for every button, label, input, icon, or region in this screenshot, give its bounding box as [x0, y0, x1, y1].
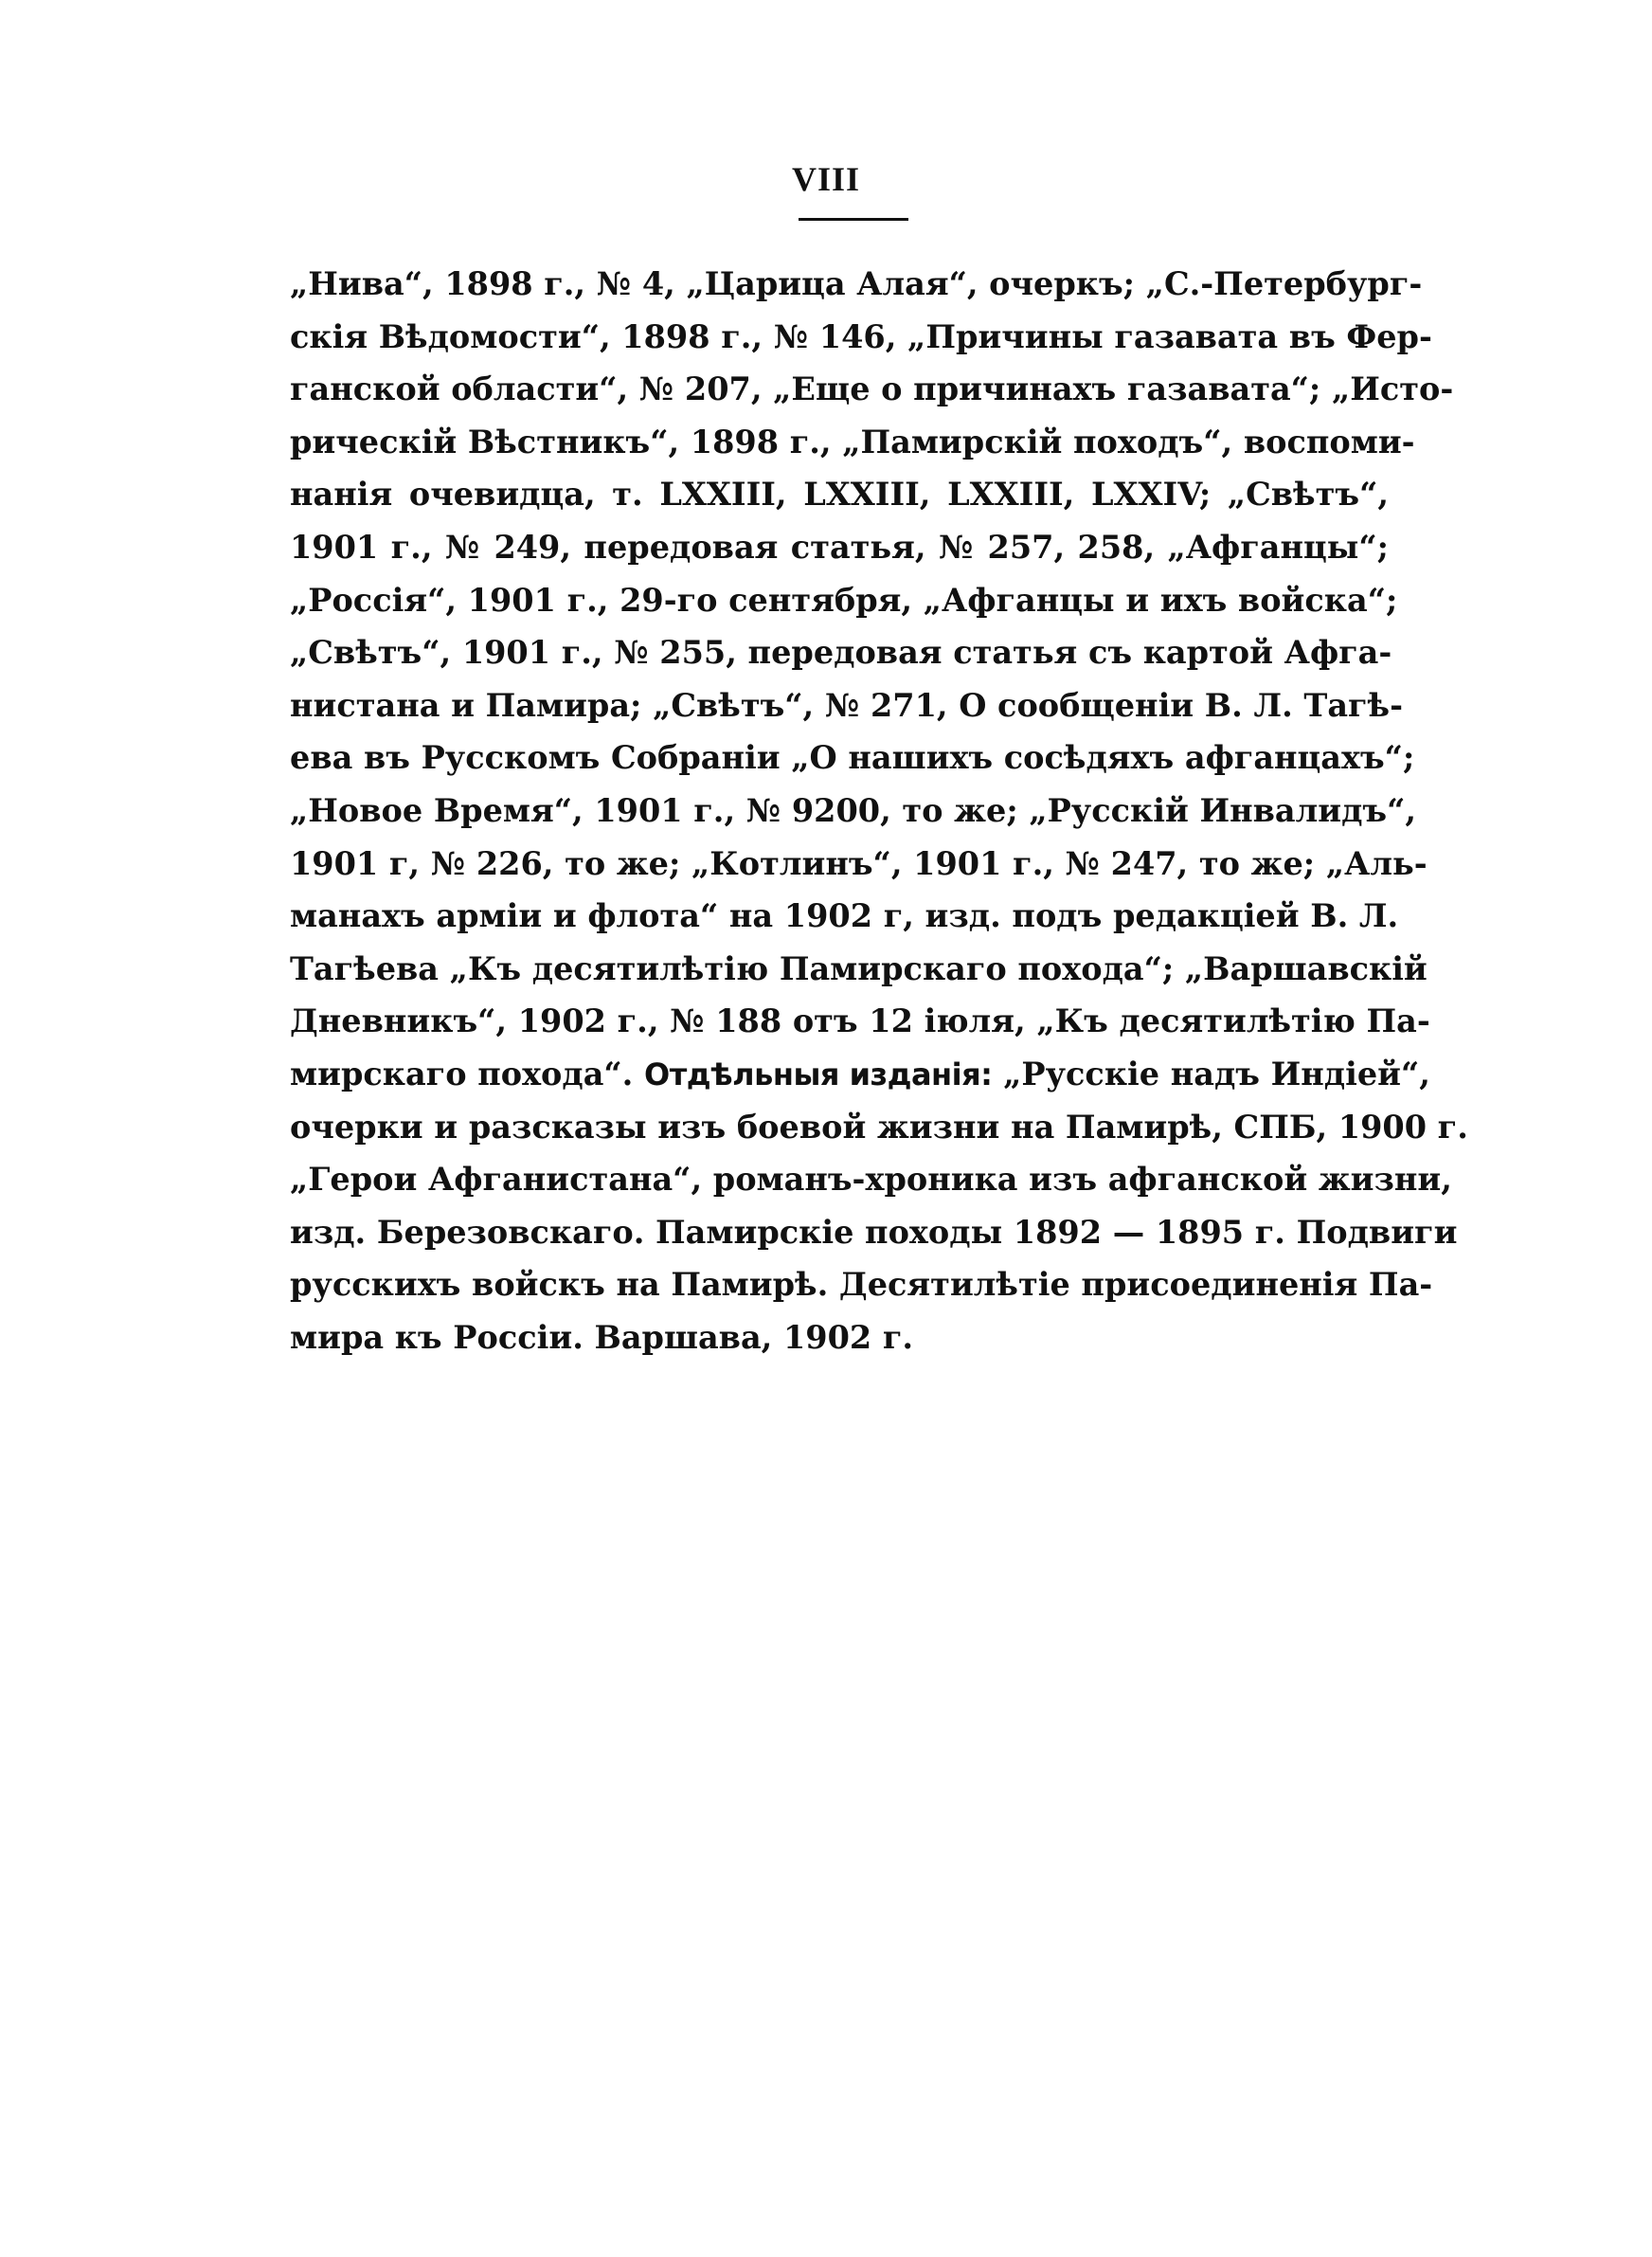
page-number: VIII	[791, 160, 861, 198]
text-line: нанія очевидца, т. LXXIII, LXXIII, LXXIII, LXXIV; „Свѣтъ“,	[290, 476, 1389, 514]
text-fragment: мирскаго похода“.	[290, 1055, 634, 1092]
text-line: 1901 г, № 226, то же; „Котлинъ“, 1901 г., № 247, то же; „Аль-	[290, 844, 1428, 882]
text-line: очерки и разсказы изъ боевой жизни на Памирѣ, СПБ, 1900 г.	[290, 1108, 1468, 1146]
text-line: 1901 г., № 249, передовая статья, № 257, 258, „Афганцы“;	[290, 528, 1389, 566]
text-line: Дневникъ“, 1902 г., № 188 отъ 12 іюля, „Къ десятилѣтію Па-	[290, 1002, 1430, 1040]
text-line-with-heading	[290, 1048, 1430, 1101]
text-line: „Герои Афганистана“, романъ-хроника изъ афганской жизни,	[290, 1161, 1452, 1199]
bibliography-paragraph	[290, 258, 1468, 1363]
text-line: нистана и Памира; „Свѣтъ“, № 271, О сообщеніи В. Л. Тагѣ-	[290, 686, 1404, 724]
text-line: „Россія“, 1901 г., 29-го сентября, „Афганцы и ихъ войска“;	[290, 581, 1398, 619]
separate-editions-heading: Отдѣльныя изданія:	[644, 1056, 993, 1092]
text-line-last: мира къ Россіи. Варшава, 1902 г.	[290, 1318, 914, 1356]
text-line: скія Вѣдомости“, 1898 г., № 146, „Причины газавата въ Фер-	[290, 317, 1432, 355]
text-line: манахъ арміи и флота“ на 1902 г, изд. подъ редакціей В. Л.	[290, 897, 1399, 935]
text-line: „Новое Время“, 1901 г., № 9200, то же; „Русскій Инвалидъ“,	[290, 791, 1417, 829]
text-line: ганской области“, № 207, „Еще о причинахъ газавата“; „Исто-	[290, 370, 1454, 408]
text-line: изд. Березовскаго. Памирскіе походы 1892 — 1895 г. Подвиги	[290, 1213, 1458, 1251]
text-line: рическій Вѣстникъ“, 1898 г., „Памирскій походъ“, воспоми-	[290, 423, 1415, 460]
text-line: ева въ Русскомъ Собраніи „О нашихъ сосѣдяхъ афганцахъ“;	[290, 739, 1415, 777]
text-line: „Свѣтъ“, 1901 г., № 255, передовая статья съ картой Афга-	[290, 634, 1392, 672]
text-line: Тагѣева „Къ десятилѣтію Памирскаго похода“; „Варшавскій	[290, 949, 1428, 987]
text-fragment: „Русскіе надъ Индіей“,	[1003, 1055, 1430, 1092]
header-rule	[799, 218, 908, 221]
text-line: русскихъ войскъ на Памирѣ. Десятилѣтіе присоединенія Па-	[290, 1266, 1433, 1304]
text-line: „Нива“, 1898 г., № 4, „Царица Алая“, очеркъ; „С.-Петербург-	[290, 265, 1423, 302]
